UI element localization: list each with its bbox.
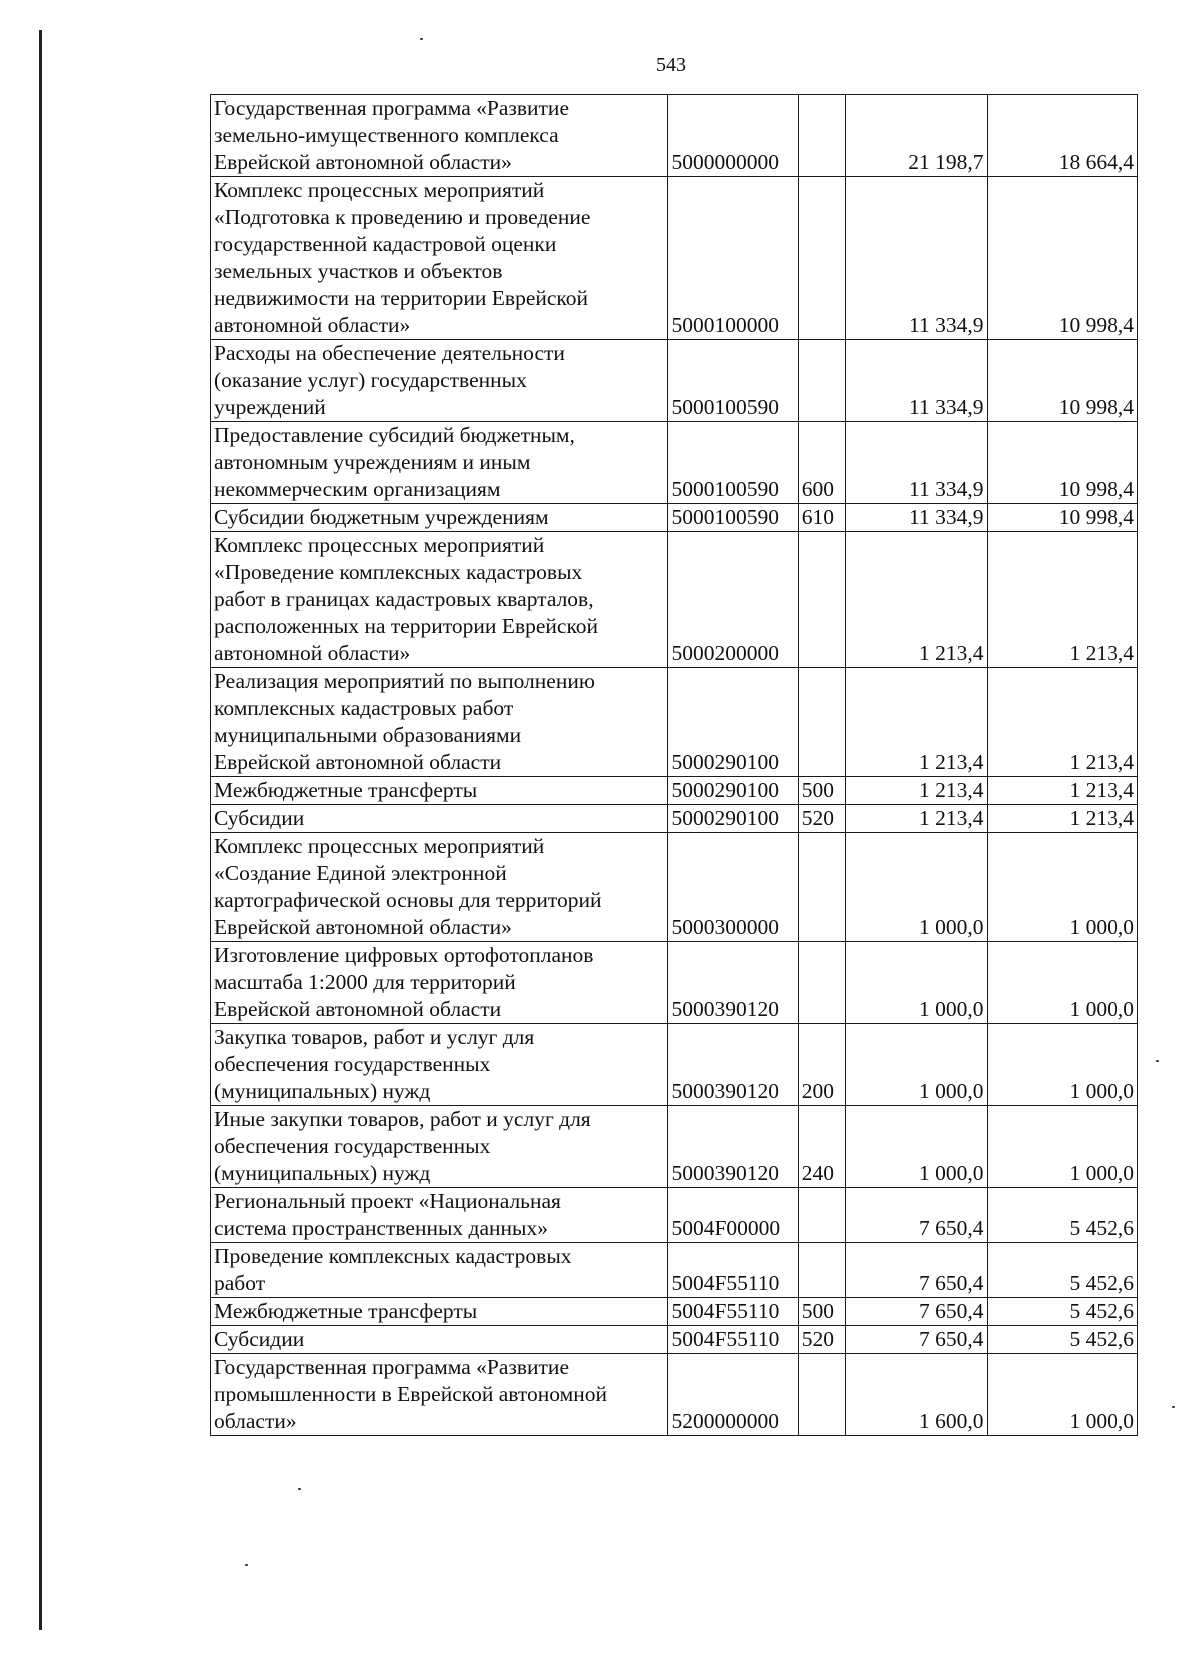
row-amount-cell-2 bbox=[987, 177, 1138, 340]
row-amount-cell-2 bbox=[987, 668, 1138, 777]
row-amount-cell-1 bbox=[846, 1243, 987, 1298]
row-code-text: 5004F55110 bbox=[671, 1271, 780, 1295]
row-name-cell bbox=[211, 1106, 668, 1188]
row-name-cell bbox=[211, 1326, 668, 1354]
row-amount-text-1: 1 213,4 bbox=[919, 778, 984, 802]
row-code-cell bbox=[668, 942, 798, 1024]
row-amount-cell-1 bbox=[846, 1298, 987, 1326]
row-amount-text-1: 1 213,4 bbox=[919, 750, 984, 774]
row-amount-cell-2 bbox=[987, 777, 1138, 805]
row-name-text: Изготовление цифровых ортофотопланов масштаба 1:2000 для территорий Еврейской автономной области bbox=[214, 943, 594, 1021]
table-row bbox=[211, 422, 1138, 504]
row-amount-cell-1 bbox=[846, 95, 987, 177]
budget-table-body bbox=[211, 95, 1138, 1436]
row-expense-type-cell bbox=[798, 833, 845, 942]
table-row bbox=[211, 532, 1138, 668]
row-amount-text-1: 1 000,0 bbox=[919, 1079, 984, 1103]
row-code-cell bbox=[668, 668, 798, 777]
row-amount-text-1: 11 334,9 bbox=[909, 477, 984, 501]
row-amount-text-1: 1 213,4 bbox=[919, 641, 984, 665]
row-amount-text-2: 18 664,4 bbox=[1058, 150, 1134, 174]
row-name-cell bbox=[211, 1243, 668, 1298]
row-code-cell bbox=[668, 1024, 798, 1106]
row-expense-type-cell bbox=[798, 95, 845, 177]
row-name-text: Иные закупки товаров, работ и услуг для обеспечения государственных (муниципальных) нужд bbox=[214, 1107, 591, 1185]
row-amount-text-2: 1 213,4 bbox=[1069, 806, 1134, 830]
row-name-text: Субсидии бюджетным учреждениям bbox=[214, 505, 549, 529]
row-code-text: 5000100000 bbox=[671, 313, 779, 337]
page-number: 543 bbox=[656, 54, 686, 76]
row-expense-type-cell bbox=[798, 1326, 845, 1354]
table-row bbox=[211, 777, 1138, 805]
row-amount-text-2: 1 213,4 bbox=[1069, 750, 1134, 774]
table-row bbox=[211, 504, 1138, 532]
row-amount-cell-1 bbox=[846, 504, 987, 532]
row-expense-type-cell bbox=[798, 532, 845, 668]
row-amount-text-2: 5 452,6 bbox=[1069, 1327, 1134, 1351]
row-amount-text-1: 1 000,0 bbox=[919, 997, 984, 1021]
row-name-cell bbox=[211, 1024, 668, 1106]
table-row bbox=[211, 668, 1138, 777]
scan-speck bbox=[420, 38, 423, 40]
row-name-text: Комплекс процессных мероприятий «Подготовка к проведению и проведение государственной кадастровой оценки земельных участков и объектов недвижимости на территории Еврейской автономной области» bbox=[214, 178, 591, 337]
row-expense-type-cell bbox=[798, 504, 845, 532]
table-row bbox=[211, 1106, 1138, 1188]
table-row bbox=[211, 805, 1138, 833]
row-code-text: 5000100590 bbox=[671, 505, 779, 529]
row-code-cell bbox=[668, 422, 798, 504]
table-row bbox=[211, 1326, 1138, 1354]
row-expense-type-text: 610 bbox=[801, 505, 834, 529]
row-name-text: Комплекс процессных мероприятий «Создание Единой электронной картографической основы для территорий Еврейской автономной области» bbox=[214, 834, 602, 939]
row-amount-cell-2 bbox=[987, 340, 1138, 422]
row-code-text: 5000100590 bbox=[671, 395, 779, 419]
row-amount-cell-2 bbox=[987, 1243, 1138, 1298]
row-expense-type-text: 600 bbox=[801, 477, 834, 501]
row-name-text: Региональный проект «Национальная система пространственных данных» bbox=[214, 1189, 561, 1240]
row-amount-cell-2 bbox=[987, 1106, 1138, 1188]
row-code-text: 5000290100 bbox=[671, 778, 779, 802]
row-expense-type-text: 240 bbox=[801, 1161, 834, 1185]
row-code-cell bbox=[668, 532, 798, 668]
scan-speck bbox=[298, 1488, 301, 1490]
table-row bbox=[211, 340, 1138, 422]
row-amount-cell-1 bbox=[846, 1106, 987, 1188]
row-expense-type-text: 520 bbox=[801, 806, 834, 830]
row-name-cell bbox=[211, 177, 668, 340]
table-row bbox=[211, 1188, 1138, 1243]
row-amount-text-1: 1 213,4 bbox=[919, 806, 984, 830]
row-code-text: 5000390120 bbox=[671, 1079, 779, 1103]
row-amount-cell-1 bbox=[846, 1326, 987, 1354]
row-amount-text-2: 1 213,4 bbox=[1069, 641, 1134, 665]
row-expense-type-cell bbox=[798, 1298, 845, 1326]
row-expense-type-text: 520 bbox=[801, 1327, 834, 1351]
row-name-cell bbox=[211, 1354, 668, 1436]
row-name-text: Закупка товаров, работ и услуг для обеспечения государственных (муниципальных) нужд bbox=[214, 1025, 535, 1103]
row-code-cell bbox=[668, 1354, 798, 1436]
row-expense-type-cell bbox=[798, 1188, 845, 1243]
row-expense-type-cell bbox=[798, 805, 845, 833]
row-expense-type-cell bbox=[798, 1024, 845, 1106]
row-name-cell bbox=[211, 504, 668, 532]
row-amount-text-1: 7 650,4 bbox=[919, 1299, 984, 1323]
row-amount-text-1: 7 650,4 bbox=[919, 1271, 984, 1295]
table-row bbox=[211, 1024, 1138, 1106]
row-name-cell bbox=[211, 1188, 668, 1243]
row-amount-text-2: 10 998,4 bbox=[1058, 505, 1134, 529]
row-code-text: 5000290100 bbox=[671, 806, 779, 830]
row-name-cell bbox=[211, 340, 668, 422]
row-name-cell bbox=[211, 422, 668, 504]
row-name-text: Комплекс процессных мероприятий «Проведение комплексных кадастровых работ в границах кадастровых кварталов, расположенных на территории Еврейской автономной области» bbox=[214, 533, 599, 665]
row-expense-type-cell bbox=[798, 777, 845, 805]
row-code-text: 5000300000 bbox=[671, 915, 779, 939]
row-amount-text-1: 11 334,9 bbox=[909, 395, 984, 419]
row-expense-type-cell bbox=[798, 1106, 845, 1188]
row-code-cell bbox=[668, 805, 798, 833]
row-name-text: Проведение комплексных кадастровых работ bbox=[214, 1244, 572, 1295]
table-row bbox=[211, 1298, 1138, 1326]
binding-margin-line bbox=[39, 30, 42, 1630]
row-amount-text-1: 11 334,9 bbox=[909, 505, 984, 529]
row-name-text: Субсидии bbox=[214, 1327, 305, 1351]
scan-speck bbox=[1156, 1060, 1159, 1062]
row-amount-text-2: 10 998,4 bbox=[1058, 395, 1134, 419]
row-amount-text-1: 7 650,4 bbox=[919, 1327, 984, 1351]
row-code-cell bbox=[668, 177, 798, 340]
row-name-text: Реализация мероприятий по выполнению комплексных кадастровых работ муниципальными образованиями Еврейской автономной области bbox=[214, 669, 595, 774]
row-amount-text-2: 10 998,4 bbox=[1058, 313, 1134, 337]
row-amount-cell-2 bbox=[987, 805, 1138, 833]
row-amount-text-2: 1 000,0 bbox=[1069, 915, 1134, 939]
row-amount-cell-2 bbox=[987, 1024, 1138, 1106]
row-name-cell bbox=[211, 1298, 668, 1326]
row-name-cell bbox=[211, 805, 668, 833]
row-expense-type-text: 200 bbox=[801, 1079, 834, 1103]
row-amount-text-2: 5 452,6 bbox=[1069, 1216, 1134, 1240]
row-amount-cell-2 bbox=[987, 95, 1138, 177]
row-amount-text-2: 1 000,0 bbox=[1069, 1079, 1134, 1103]
row-expense-type-cell bbox=[798, 1243, 845, 1298]
row-amount-text-2: 10 998,4 bbox=[1058, 477, 1134, 501]
row-code-text: 5000000000 bbox=[671, 150, 779, 174]
row-amount-cell-2 bbox=[987, 532, 1138, 668]
row-amount-cell-2 bbox=[987, 1298, 1138, 1326]
row-code-text: 5000390120 bbox=[671, 1161, 779, 1185]
row-name-text: Государственная программа «Развитие промышленности в Еврейской автономной области» bbox=[214, 1355, 607, 1433]
row-amount-cell-2 bbox=[987, 422, 1138, 504]
scan-speck bbox=[1172, 1406, 1175, 1408]
table-row bbox=[211, 95, 1138, 177]
row-expense-type-cell bbox=[798, 668, 845, 777]
row-code-cell bbox=[668, 1326, 798, 1354]
row-amount-text-1: 1 000,0 bbox=[919, 915, 984, 939]
row-amount-cell-1 bbox=[846, 777, 987, 805]
row-expense-type-cell bbox=[798, 1354, 845, 1436]
row-name-cell bbox=[211, 532, 668, 668]
row-amount-text-1: 11 334,9 bbox=[909, 313, 984, 337]
row-code-cell bbox=[668, 1243, 798, 1298]
row-amount-text-2: 1 000,0 bbox=[1069, 1161, 1134, 1185]
row-expense-type-cell bbox=[798, 340, 845, 422]
row-amount-cell-1 bbox=[846, 805, 987, 833]
row-amount-cell-1 bbox=[846, 1354, 987, 1436]
row-expense-type-text: 500 bbox=[801, 778, 834, 802]
row-amount-cell-1 bbox=[846, 422, 987, 504]
row-name-cell bbox=[211, 777, 668, 805]
row-name-cell bbox=[211, 668, 668, 777]
row-expense-type-cell bbox=[798, 422, 845, 504]
row-amount-cell-2 bbox=[987, 833, 1138, 942]
row-code-text: 5200000000 bbox=[671, 1409, 779, 1433]
row-amount-text-2: 1 000,0 bbox=[1069, 1409, 1134, 1433]
table-row bbox=[211, 1243, 1138, 1298]
row-amount-cell-1 bbox=[846, 340, 987, 422]
row-code-cell bbox=[668, 1188, 798, 1243]
table-row bbox=[211, 833, 1138, 942]
row-code-cell bbox=[668, 340, 798, 422]
row-amount-cell-2 bbox=[987, 1354, 1138, 1436]
row-amount-cell-1 bbox=[846, 833, 987, 942]
row-amount-cell-2 bbox=[987, 942, 1138, 1024]
row-code-cell bbox=[668, 1106, 798, 1188]
row-code-text: 5004F55110 bbox=[671, 1299, 780, 1323]
row-name-cell bbox=[211, 833, 668, 942]
row-name-text: Предоставление субсидий бюджетным, автономным учреждениям и иным некоммерческим организациям bbox=[214, 423, 575, 501]
row-amount-cell-1 bbox=[846, 177, 987, 340]
row-name-text: Субсидии bbox=[214, 806, 305, 830]
row-code-text: 5004F55110 bbox=[671, 1327, 780, 1351]
row-code-text: 5000390120 bbox=[671, 997, 779, 1021]
row-amount-cell-2 bbox=[987, 1326, 1138, 1354]
row-amount-cell-1 bbox=[846, 1188, 987, 1243]
row-code-text: 5000100590 bbox=[671, 477, 779, 501]
row-name-text: Государственная программа «Развитие земельно-имущественного комплекса Еврейской автономной области» bbox=[214, 96, 569, 174]
table-row bbox=[211, 1354, 1138, 1436]
row-code-text: 5000290100 bbox=[671, 750, 779, 774]
row-name-text: Межбюджетные трансферты bbox=[214, 1299, 478, 1323]
row-code-text: 5004F00000 bbox=[671, 1216, 781, 1240]
row-name-cell bbox=[211, 95, 668, 177]
table-row bbox=[211, 942, 1138, 1024]
row-name-text: Расходы на обеспечение деятельности (оказание услуг) государственных учреждений bbox=[214, 341, 565, 419]
row-amount-cell-1 bbox=[846, 942, 987, 1024]
row-amount-text-1: 1 600,0 bbox=[919, 1409, 984, 1433]
row-expense-type-text: 500 bbox=[801, 1299, 834, 1323]
row-code-text: 5000200000 bbox=[671, 641, 779, 665]
row-amount-text-1: 7 650,4 bbox=[919, 1216, 984, 1240]
row-amount-text-1: 1 000,0 bbox=[919, 1161, 984, 1185]
row-name-cell bbox=[211, 942, 668, 1024]
row-name-text: Межбюджетные трансферты bbox=[214, 778, 478, 802]
row-code-cell bbox=[668, 777, 798, 805]
row-amount-text-2: 5 452,6 bbox=[1069, 1299, 1134, 1323]
row-amount-text-2: 1 000,0 bbox=[1069, 997, 1134, 1021]
row-code-cell bbox=[668, 1298, 798, 1326]
row-amount-text-2: 5 452,6 bbox=[1069, 1271, 1134, 1295]
scan-speck bbox=[245, 1564, 248, 1566]
row-code-cell bbox=[668, 504, 798, 532]
row-amount-cell-2 bbox=[987, 504, 1138, 532]
table-row bbox=[211, 177, 1138, 340]
row-code-cell bbox=[668, 833, 798, 942]
row-amount-text-2: 1 213,4 bbox=[1069, 778, 1134, 802]
row-amount-cell-2 bbox=[987, 1188, 1138, 1243]
row-expense-type-cell bbox=[798, 942, 845, 1024]
row-code-cell bbox=[668, 95, 798, 177]
row-amount-cell-1 bbox=[846, 532, 987, 668]
budget-table bbox=[210, 94, 1138, 1436]
row-amount-cell-1 bbox=[846, 1024, 987, 1106]
row-amount-cell-1 bbox=[846, 668, 987, 777]
row-expense-type-cell bbox=[798, 177, 845, 340]
row-amount-text-1: 21 198,7 bbox=[908, 150, 984, 174]
